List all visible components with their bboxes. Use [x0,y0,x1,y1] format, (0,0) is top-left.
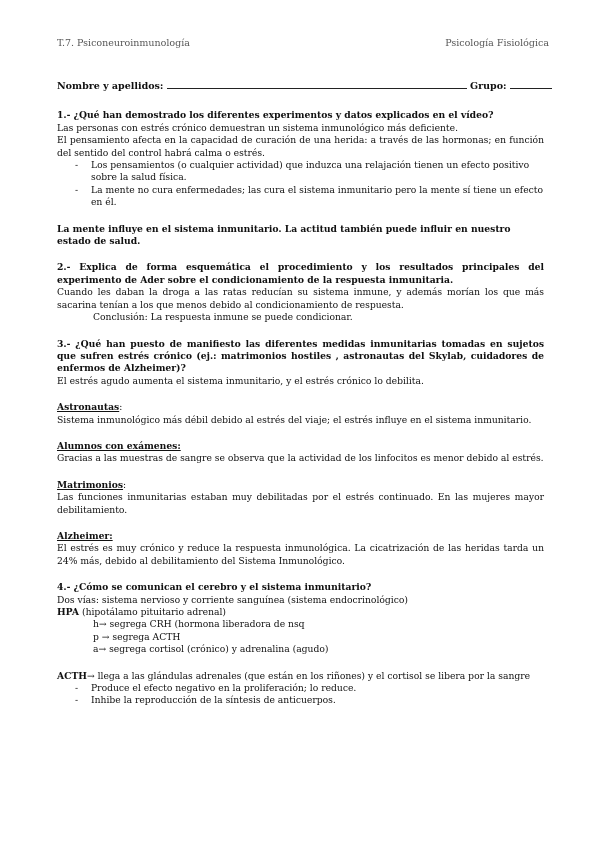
name-label: Nombre y apellidos: [57,81,164,92]
q2-question: 2.- Explica de forma esquemática el procedimiento y los resultados principales del experimento de Ader sobre el condicionamiento de la respuesta inmunitaria. [57,262,544,286]
section-alzheimer-text: El estrés es muy crónico y reduce la respuesta inmunológica. La cicatrización de las heridas tarda un 24% más, debido al debilitamiento del Sistema Inmunológico. [57,543,544,567]
q4-hpa-item-h: h→ segrega CRH (hormona liberadora de nsq [93,619,305,631]
document-body [57,79,544,708]
section-matrimonios-text: Las funciones inmunitarias estaban muy debilitadas por el estrés continuado. En las mujeres mayor debilitamiento. [57,492,544,516]
list-item: - Los pensamientos (o cualquier actividad) que induzca una relajación tienen un efecto positivo sobre la salud física. [75,160,530,184]
q4-acth-line: ACTH→ llega a las glándulas adrenales (que están en los riñones) y el cortisol se libera por la sangre [57,670,531,682]
name-field[interactable] [167,79,467,89]
q4-hpa-item-p: p → segrega ACTH [93,631,181,643]
name-line [57,79,544,93]
q4-paragraph-1: Dos vías: sistema nervioso y corriente sanguínea (sistema endocrinológico) [57,594,408,606]
q2-paragraph-1: Cuando les daban la droga a las ratas reducían su sistema inmune, y además morían los que más sacarina tenían a los que menos debido al condicionamiento de respuesta. [57,287,544,311]
list-item: - La mente no cura enfermedades; las cura el sistema inmunitario pero la mente sí tiene un efecto en él. [75,184,544,209]
section-astronautas-title: Astronautas: [57,402,123,414]
section-alzheimer-title: Alzheimer: [57,530,113,542]
q2-conclusion: Conclusión: La respuesta inmune se puede condicionar. [93,312,353,324]
list-item: - Produce el efecto negativo en la proliferación; lo reduce. [75,683,357,695]
q1-paragraph-1: Las personas con estrés crónico demuestran un sistema inmunológico más deficiente. [57,122,458,134]
q4-hpa-item-a: a→ segrega cortisol (crónico) y adrenalina (agudo) [93,644,329,656]
q1-conclusion: La mente influye en el sistema inmunitario. La actitud también puede influir en nuestro estado de salud. [57,223,511,248]
q4-bullet-list [57,683,544,708]
list-item: - Inhibe la reproducción de la síntesis de anticuerpos. [75,695,336,707]
q3-paragraph-1: El estrés agudo aumenta el sistema inmunitario, y el estrés crónico lo debilita. [57,375,424,387]
section-alumnos-title: Alumnos con exámenes: [57,440,181,452]
section-astronautas-text: Sistema inmunológico más débil debido al estrés del viaje; el estrés influye en el sistema inmunitario. [57,414,532,426]
section-matrimonios-title: Matrimonios: [57,479,127,491]
q1-paragraph-2: El pensamiento afecta en la capacidad de curación de una herida: a través de las hormonas; en función del sentido del control habrá calma o estrés. [57,135,544,159]
q1-bullet-list [57,160,544,210]
section-alumnos-text: Gracias a las muestras de sangre se observa que la actividad de los linfocitos es menor debido al estrés. [57,453,544,465]
header-right: Psicología Fisiológica [445,38,549,49]
group-label: Grupo: [470,81,507,92]
group-field[interactable] [510,79,552,89]
q1-question: 1.- ¿Qué han demostrado los diferentes experimentos y datos explicados en el vídeo? [57,110,494,122]
q4-question: 4.- ¿Cómo se comunican el cerebro y el sistema inmunitario? [57,582,372,594]
q3-question: 3.- ¿Qué han puesto de manifiesto las diferentes medidas inmunitarias tomadas en sujetos que sufren estrés crónico (ej.: matrimonios hostiles , astronautas del Skylab, cuidadores de enfermos de Alzheimer)? [57,338,544,375]
q4-hpa-line: HPA (hipotálamo pituitario adrenal) [57,607,227,618]
header-left: T.7. Psiconeuroinmunología [57,38,190,49]
